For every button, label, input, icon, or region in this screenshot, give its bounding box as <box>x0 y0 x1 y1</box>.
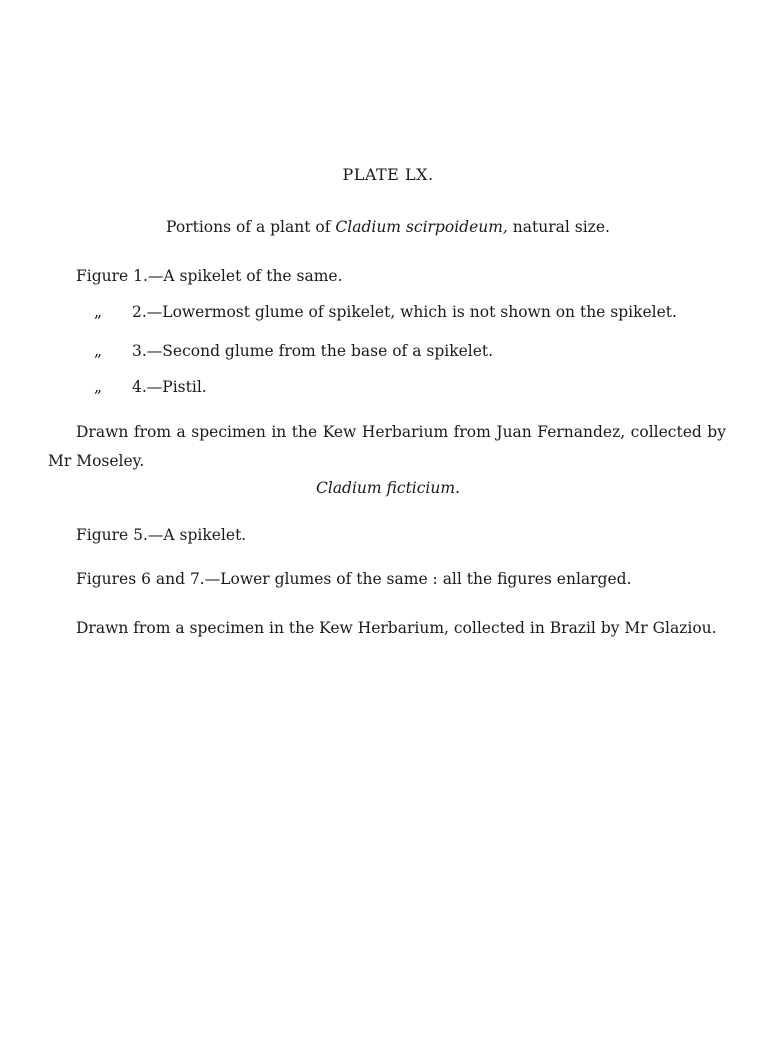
figure-3-description <box>94 341 493 361</box>
ditto-mark: „ <box>94 342 103 360</box>
figure-5-description: Figure 5.—A spikelet. <box>76 526 247 544</box>
specimen-source-line-2: Mr Moseley. <box>48 452 145 470</box>
figure-2-description <box>94 302 677 322</box>
figure-1-description: Figure 1.—A spikelet of the same. <box>76 267 343 285</box>
caption-species: Cladium scirpoideum, <box>335 218 508 236</box>
caption-after: natural size. <box>507 218 610 236</box>
figure-3-text: 3.—Second glume from the base of a spikelet. <box>132 342 494 360</box>
caption-before: Portions of a plant of <box>166 218 336 236</box>
plate-title: PLATE LX. <box>342 165 434 184</box>
figures-6-7-description: Figures 6 and 7.—Lower glumes of the same : all the figures enlarged. <box>76 570 632 588</box>
species-heading: Cladium ficticium. <box>316 479 460 497</box>
plate-caption <box>0 217 776 237</box>
figure-4-description <box>94 377 207 397</box>
ditto-mark: „ <box>94 378 103 396</box>
figure-2-text: 2.—Lowermost glume of spikelet, which is not shown on the spikelet. <box>132 303 677 321</box>
ditto-mark: „ <box>94 303 103 321</box>
specimen-source-2: Drawn from a specimen in the Kew Herbarium, collected in Brazil by Mr Glaziou. <box>76 619 717 637</box>
specimen-source-line-1: Drawn from a specimen in the Kew Herbarium from Juan Fernandez, collected by <box>76 423 726 441</box>
figure-4-text: 4.—Pistil. <box>132 378 207 396</box>
